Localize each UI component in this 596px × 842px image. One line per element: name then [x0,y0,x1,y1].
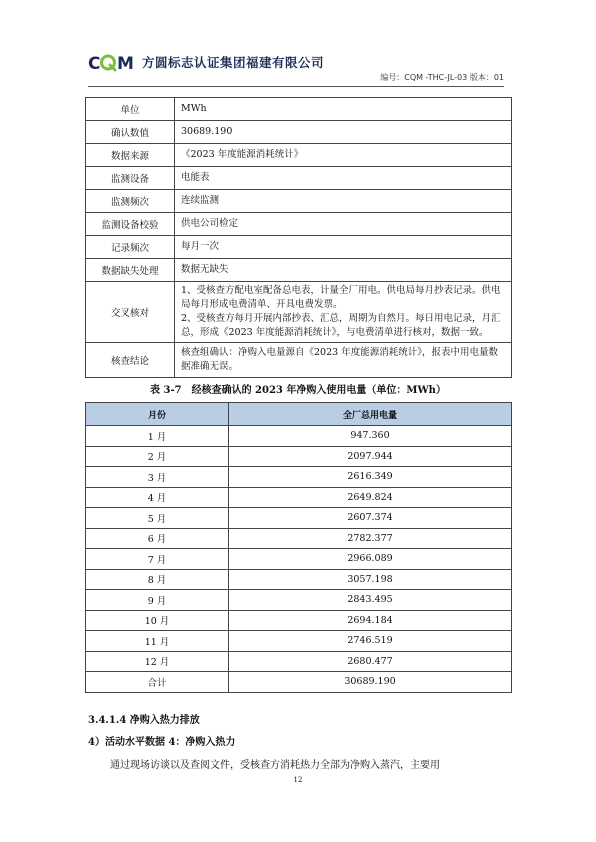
info-label: 记录频次 [86,236,175,259]
table-row [86,590,512,611]
body-paragraph: 通过现场访谈以及查阅文件，受核查方消耗热力全部为净购入蒸汽，主要用 [110,760,440,771]
info-value: 每月一次 [175,236,512,259]
company-name: 方圆标志认证集团福建有限公司 [142,55,325,70]
value-cell: 2966.089 [229,549,512,570]
info-value: 数据无缺失 [175,259,512,282]
info-label: 单位 [86,98,175,121]
month-cell: 1 月 [86,426,229,447]
info-label: 监测频次 [86,190,175,213]
info-label: 数据缺失处理 [86,259,175,282]
table-row [86,610,512,631]
document-number: 编号：CQM -THC-JL-03 版本：01 [380,73,504,82]
subheading: 4）活动水平数据 4：净购入热力 [88,737,236,748]
info-label: 确认数值 [86,121,175,144]
info-value: 供电公司检定 [175,213,512,236]
monthly-electricity-table [85,402,512,693]
table-row [86,508,512,529]
info-row-monitoring-device [86,167,512,190]
info-label: 监测设备 [86,167,175,190]
table-row [86,426,512,447]
info-row-unit [86,98,512,121]
table-header-row [86,403,512,426]
info-value [175,282,512,343]
table-total-row [86,672,512,693]
info-label: 交叉核对 [86,282,175,343]
month-cell: 3 月 [86,467,229,488]
table-row [86,528,512,549]
month-cell: 10 月 [86,610,229,631]
month-cell: 9 月 [86,590,229,611]
info-label: 核查结论 [86,343,175,378]
info-row-monitoring-frequency [86,190,512,213]
section-heading: 3.4.1.4 净购入热力排放 [88,715,200,726]
svg-text:M: M [117,54,134,72]
total-value-cell: 30689.190 [229,672,512,693]
info-row-missing-data [86,259,512,282]
value-cell: 2097.944 [229,446,512,467]
value-cell: 2680.477 [229,651,512,672]
info-row-data-source [86,144,512,167]
cqm-logo-mark [88,52,138,72]
table-row [86,549,512,570]
cross-check-line-2: 2、受核查方每月开展内部抄表、汇总，周期为自然月。每日用电记录，月汇总，形成《2023 年度能源消耗统计》，与电费清单进行核对，数据一致。 [181,313,501,338]
month-cell: 6 月 [86,528,229,549]
table-row [86,446,512,467]
value-cell: 2649.824 [229,487,512,508]
page-number: 12 [293,776,303,784]
table-row [86,651,512,672]
value-cell: 2694.184 [229,610,512,631]
column-header-month: 月份 [86,403,229,426]
month-cell: 4 月 [86,487,229,508]
value-cell: 2843.495 [229,590,512,611]
value-cell: 947.360 [229,426,512,447]
info-row-cross-check [86,282,512,343]
value-cell: 2746.519 [229,631,512,652]
info-row-record-frequency [86,236,512,259]
info-label: 监测设备校验 [86,213,175,236]
company-logo [88,50,324,74]
header-divider [88,86,504,87]
info-value: 核查组确认：净购入电量源自《2023 年度能源消耗统计》，报表中用电量数据准确无误。 [175,343,512,378]
value-cell: 3057.198 [229,569,512,590]
month-cell: 7 月 [86,549,229,570]
table-caption: 表 3-7 经核查确认的 2023 年净购入使用电量（单位：MWh） [150,385,446,396]
month-cell: 12 月 [86,651,229,672]
month-cell: 11 月 [86,631,229,652]
column-header-total: 全厂总用电量 [229,403,512,426]
value-cell: 2616.349 [229,467,512,488]
table-row [86,569,512,590]
total-label-cell: 合计 [86,672,229,693]
month-cell: 2 月 [86,446,229,467]
info-value: 连续监测 [175,190,512,213]
info-value: MWh [175,98,512,121]
month-cell: 5 月 [86,508,229,529]
month-cell: 8 月 [86,569,229,590]
svg-text:C: C [88,54,101,72]
table-row [86,487,512,508]
info-row-calibration [86,213,512,236]
info-row-confirmed-value [86,121,512,144]
value-cell: 2607.374 [229,508,512,529]
value-cell: 2782.377 [229,528,512,549]
info-value: 《2023 年度能源消耗统计》 [175,144,512,167]
info-row-conclusion [86,343,512,378]
verification-info-table [85,97,512,378]
info-label: 数据来源 [86,144,175,167]
table-row [86,467,512,488]
info-value: 电能表 [175,167,512,190]
table-row [86,631,512,652]
info-value: 30689.190 [175,121,512,144]
cross-check-line-1: 1、受核查方配电室配备总电表，计量全厂用电。供电局每月抄表记录。供电局每月形成电费清单、开具电费发票。 [181,285,501,310]
